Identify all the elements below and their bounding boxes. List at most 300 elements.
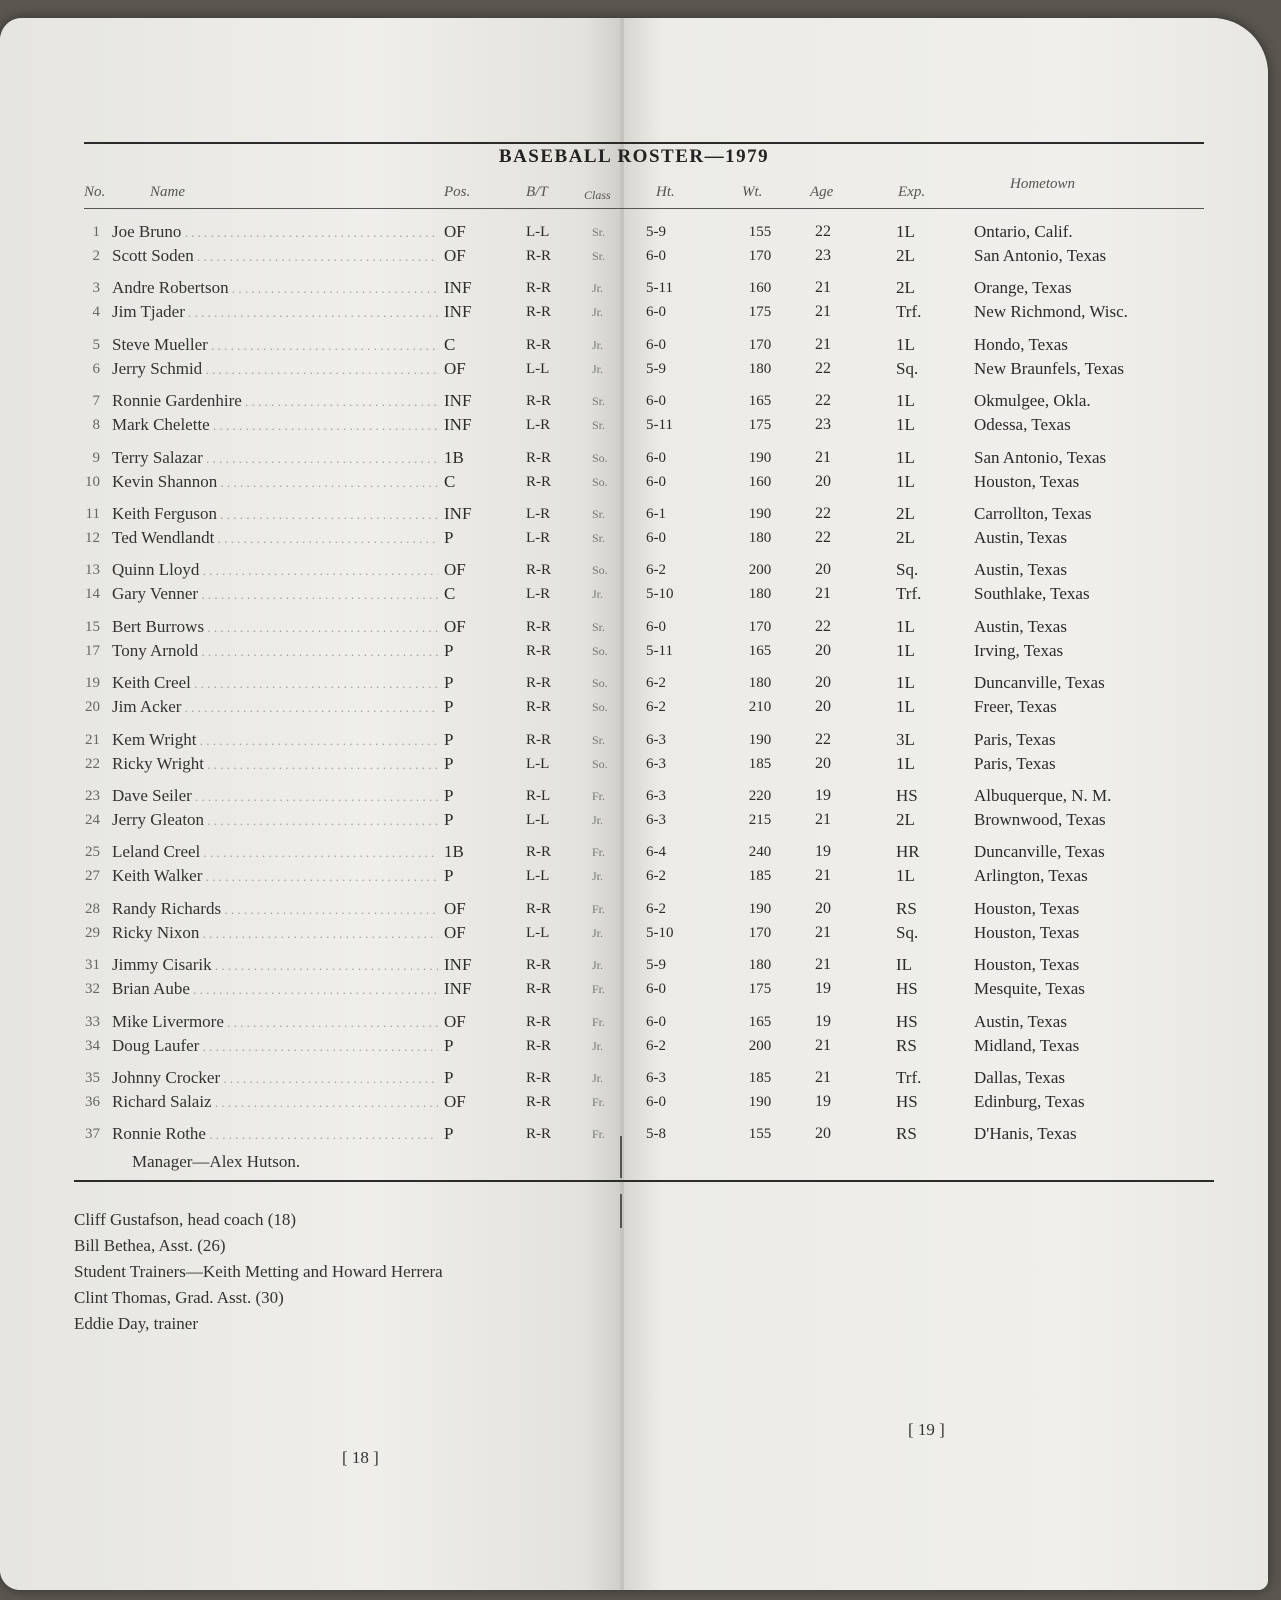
cell-name: Richard Salaiz . . . xyxy=(112,1090,438,1115)
cell-class: Fr. xyxy=(592,1127,606,1141)
cell-class: Jr. xyxy=(592,813,604,827)
cell-hometown: Edinburg, Texas xyxy=(974,1092,1085,1111)
cell-hometown: Arlington, Texas xyxy=(974,866,1088,885)
cell-ht: 6-3 xyxy=(646,1070,666,1086)
cell-hometown: San Antonio, Texas xyxy=(974,448,1107,467)
cell-age: 21 xyxy=(815,279,831,296)
table-row xyxy=(0,977,1268,1001)
cell-pos: OF xyxy=(444,359,466,378)
cell-wt: 170 xyxy=(748,337,772,353)
cell-class: Sr. xyxy=(592,733,606,747)
table-row xyxy=(0,728,1268,752)
cell-no: 35 xyxy=(85,1070,100,1086)
cell-wt: 170 xyxy=(748,619,772,635)
cell-wt: 185 xyxy=(748,868,772,884)
cell-class: Fr. xyxy=(592,845,606,859)
cell-hometown: Freer, Texas xyxy=(974,697,1057,716)
cell-ht: 6-2 xyxy=(646,675,666,691)
cell-age: 19 xyxy=(815,1093,831,1110)
cell-name: Brian Aube . . . xyxy=(112,977,438,1002)
cell-bt: L-L xyxy=(526,224,550,240)
cell-age: 20 xyxy=(815,674,831,691)
cell-no: 11 xyxy=(85,506,100,522)
cell-wt: 190 xyxy=(748,732,772,748)
cell-name: Ted Wendlandt . . . xyxy=(112,526,438,551)
cell-hometown: Austin, Texas xyxy=(974,1012,1067,1031)
table-row xyxy=(0,808,1268,832)
cell-pos: INF xyxy=(444,504,472,523)
cell-ht: 5-9 xyxy=(646,224,666,240)
cell-no: 7 xyxy=(92,393,100,409)
cell-class: Fr. xyxy=(592,1095,606,1109)
cell-pos: OF xyxy=(444,1012,466,1031)
cell-ht: 6-4 xyxy=(646,844,666,860)
cell-age: 21 xyxy=(815,336,831,353)
cell-ht: 6-3 xyxy=(646,812,666,828)
cell-age: 21 xyxy=(815,585,831,602)
cell-pos: OF xyxy=(444,246,466,265)
cell-exp: HS xyxy=(896,1092,918,1111)
table-row xyxy=(0,921,1268,945)
cell-exp: 1L xyxy=(896,222,915,241)
cell-hometown: Houston, Texas xyxy=(974,955,1080,974)
cell-pos: INF xyxy=(444,302,472,321)
cell-hometown: Austin, Texas xyxy=(974,617,1067,636)
cell-class: So. xyxy=(592,475,608,489)
cell-class: Sr. xyxy=(592,531,606,545)
cell-exp: 3L xyxy=(896,730,915,749)
cell-pos: INF xyxy=(444,415,472,434)
cell-no: 13 xyxy=(85,562,100,578)
cell-exp: 1L xyxy=(896,673,915,692)
cell-name: Ricky Nixon . . . xyxy=(112,921,438,946)
cell-name: Tony Arnold . . . xyxy=(112,639,438,664)
cell-hometown: Hondo, Texas xyxy=(974,335,1068,354)
cell-class: Jr. xyxy=(592,362,604,376)
roster-title: BASEBALL ROSTER—1979 xyxy=(498,146,770,167)
cell-hometown: Paris, Texas xyxy=(974,754,1056,773)
cell-bt: L-R xyxy=(526,417,551,433)
cell-no: 28 xyxy=(85,901,100,917)
cell-name: Andre Robertson . . . xyxy=(112,276,438,301)
cell-no: 33 xyxy=(85,1014,100,1030)
cell-bt: R-R xyxy=(526,248,552,264)
cell-wt: 180 xyxy=(748,675,772,691)
cell-bt: L-R xyxy=(526,506,551,522)
header-no: No. xyxy=(84,184,106,200)
cell-ht: 6-2 xyxy=(646,699,666,715)
cell-name: Randy Richards . . . xyxy=(112,897,438,922)
cell-wt: 170 xyxy=(748,248,772,264)
cell-no: 1 xyxy=(92,224,100,240)
cell-exp: 1L xyxy=(896,697,915,716)
cell-no: 24 xyxy=(85,812,100,828)
cell-exp: 1L xyxy=(896,617,915,636)
cell-wt: 155 xyxy=(748,224,772,240)
cell-no: 6 xyxy=(92,361,100,377)
cell-bt: R-R xyxy=(526,474,552,490)
cell-age: 21 xyxy=(815,867,831,884)
cell-pos: P xyxy=(444,754,454,773)
cell-class: Fr. xyxy=(592,982,606,996)
cell-class: Jr. xyxy=(592,869,604,883)
cell-hometown: New Braunfels, Texas xyxy=(974,359,1125,378)
cell-class: Sr. xyxy=(592,249,606,263)
cell-name: Keith Creel . . . xyxy=(112,671,438,696)
cell-hometown: Houston, Texas xyxy=(974,472,1080,491)
cell-age: 22 xyxy=(815,618,831,635)
cell-age: 21 xyxy=(815,924,831,941)
cell-name: Keith Walker . . . xyxy=(112,864,438,889)
table-row xyxy=(0,300,1268,324)
cell-exp: 2L xyxy=(896,278,915,297)
cell-wt: 180 xyxy=(748,361,772,377)
cell-hometown: Okmulgee, Okla. xyxy=(974,391,1091,410)
cell-name: Steve Mueller . . . xyxy=(112,333,438,358)
cell-exp: 1L xyxy=(896,866,915,885)
cell-bt: R-R xyxy=(526,732,552,748)
cell-age: 20 xyxy=(815,473,831,490)
cell-wt: 170 xyxy=(748,925,772,941)
cell-ht: 6-0 xyxy=(646,450,666,466)
cell-pos: OF xyxy=(444,560,466,579)
cell-ht: 6-2 xyxy=(646,1038,666,1054)
cell-class: So. xyxy=(592,700,608,714)
cell-wt: 215 xyxy=(748,812,772,828)
cell-wt: 200 xyxy=(748,1038,772,1054)
cell-bt: R-R xyxy=(526,337,552,353)
cell-class: Jr. xyxy=(592,305,604,319)
cell-bt: R-R xyxy=(526,619,552,635)
cell-pos: OF xyxy=(444,923,466,942)
cell-ht: 6-3 xyxy=(646,756,666,772)
cell-wt: 190 xyxy=(748,450,772,466)
cell-no: 4 xyxy=(92,304,100,320)
cell-no: 32 xyxy=(85,981,100,997)
cell-pos: OF xyxy=(444,617,466,636)
roster-booklet xyxy=(0,18,1268,1590)
cell-hometown: Paris, Texas xyxy=(974,730,1056,749)
cell-hometown: Southlake, Texas xyxy=(974,584,1090,603)
cell-wt: 165 xyxy=(748,1014,772,1030)
cell-hometown: Irving, Texas xyxy=(974,641,1064,660)
table-row xyxy=(0,413,1268,437)
cell-wt: 190 xyxy=(748,506,772,522)
cell-exp: 1L xyxy=(896,335,915,354)
cell-hometown: Houston, Texas xyxy=(974,899,1080,918)
cell-no: 27 xyxy=(85,868,100,884)
cell-ht: 6-1 xyxy=(646,506,666,522)
cell-bt: R-R xyxy=(526,280,552,296)
cell-exp: HS xyxy=(896,979,918,998)
cell-age: 19 xyxy=(815,1013,831,1030)
cell-age: 21 xyxy=(815,1037,831,1054)
cell-class: So. xyxy=(592,644,608,658)
cell-age: 21 xyxy=(815,449,831,466)
cell-ht: 6-0 xyxy=(646,1094,666,1110)
table-row xyxy=(0,953,1268,977)
cell-age: 22 xyxy=(815,392,831,409)
cell-wt: 175 xyxy=(748,304,772,320)
cell-ht: 5-11 xyxy=(646,643,673,659)
cell-hometown: Odessa, Texas xyxy=(974,415,1071,434)
cell-exp: RS xyxy=(896,1036,917,1055)
cell-age: 20 xyxy=(815,900,831,917)
cell-pos: P xyxy=(444,641,454,660)
cell-exp: 2L xyxy=(896,528,915,547)
cell-no: 15 xyxy=(85,619,100,635)
cell-pos: P xyxy=(444,528,454,547)
cell-no: 29 xyxy=(85,925,100,941)
header-class: Class xyxy=(584,188,611,202)
cell-age: 20 xyxy=(815,755,831,772)
cell-class: Jr. xyxy=(592,587,604,601)
cell-name: Keith Ferguson . . . xyxy=(112,502,438,527)
cell-hometown: Duncanville, Texas xyxy=(974,673,1105,692)
cell-pos: P xyxy=(444,1124,454,1143)
cell-pos: C xyxy=(444,584,456,603)
cell-pos: P xyxy=(444,866,454,885)
cell-no: 14 xyxy=(85,586,100,602)
cell-no: 21 xyxy=(85,732,100,748)
cell-hometown: Dallas, Texas xyxy=(974,1068,1066,1087)
header-ht: Ht. xyxy=(656,184,675,200)
cell-pos: C xyxy=(444,335,456,354)
cell-pos: C xyxy=(444,472,456,491)
cell-no: 10 xyxy=(85,474,100,490)
cell-hometown: Ontario, Calif. xyxy=(974,222,1073,241)
cell-ht: 6-2 xyxy=(646,562,666,578)
cell-no: 2 xyxy=(92,248,100,264)
cell-hometown: Houston, Texas xyxy=(974,923,1080,942)
cell-wt: 175 xyxy=(748,417,772,433)
cell-bt: L-L xyxy=(526,812,550,828)
cell-age: 21 xyxy=(815,956,831,973)
cell-class: Sr. xyxy=(592,507,606,521)
cell-bt: R-R xyxy=(526,957,552,973)
cell-ht: 6-0 xyxy=(646,474,666,490)
cell-ht: 6-2 xyxy=(646,868,666,884)
cell-wt: 185 xyxy=(748,1070,772,1086)
cell-class: So. xyxy=(592,563,608,577)
table-row xyxy=(0,671,1268,695)
cell-wt: 165 xyxy=(748,393,772,409)
cell-hometown: San Antonio, Texas xyxy=(974,246,1107,265)
table-row xyxy=(0,784,1268,808)
table-row xyxy=(0,1066,1268,1090)
table-row xyxy=(0,615,1268,639)
table-row xyxy=(0,276,1268,300)
cell-exp: HS xyxy=(896,1012,918,1031)
table-row xyxy=(0,389,1268,413)
table-row xyxy=(0,639,1268,663)
cell-no: 9 xyxy=(92,450,100,466)
table-row xyxy=(0,582,1268,606)
cell-no: 19 xyxy=(85,675,100,691)
cell-exp: HR xyxy=(896,842,920,861)
cell-name: Jerry Gleaton . . . xyxy=(112,808,438,833)
cell-exp: 1L xyxy=(896,754,915,773)
cell-hometown: D'Hanis, Texas xyxy=(974,1124,1077,1143)
cell-exp: IL xyxy=(896,955,913,974)
manager-line: Manager—Alex Hutson. xyxy=(132,1152,301,1171)
table-row xyxy=(0,1090,1268,1114)
cell-class: Jr. xyxy=(592,281,604,295)
cell-wt: 180 xyxy=(748,530,772,546)
page-number-right: [ 19 ] xyxy=(908,1420,945,1439)
table-row xyxy=(0,1010,1268,1034)
cell-pos: OF xyxy=(444,222,466,241)
cell-ht: 6-0 xyxy=(646,619,666,635)
cell-ht: 6-3 xyxy=(646,732,666,748)
cell-hometown: Midland, Texas xyxy=(974,1036,1080,1055)
cell-ht: 5-10 xyxy=(646,925,674,941)
cell-wt: 160 xyxy=(748,280,772,296)
cell-age: 20 xyxy=(815,698,831,715)
cell-ht: 5-8 xyxy=(646,1126,666,1142)
header-age: Age xyxy=(810,184,834,200)
cell-class: Sr. xyxy=(592,225,606,239)
cell-ht: 6-0 xyxy=(646,1014,666,1030)
cell-no: 36 xyxy=(85,1094,100,1110)
cell-bt: R-R xyxy=(526,450,552,466)
cell-name: Leland Creel . . . xyxy=(112,840,438,865)
cell-ht: 5-11 xyxy=(646,280,673,296)
cell-name: Mark Chelette . . . xyxy=(112,413,438,438)
cell-wt: 240 xyxy=(748,844,772,860)
cell-pos: 1B xyxy=(444,448,464,467)
cell-class: So. xyxy=(592,757,608,771)
staple-bottom xyxy=(620,1194,622,1228)
cell-no: 3 xyxy=(92,280,100,296)
cell-exp: HS xyxy=(896,786,918,805)
cell-age: 19 xyxy=(815,980,831,997)
cell-name: Jim Tjader . . . xyxy=(112,300,438,325)
cell-age: 19 xyxy=(815,843,831,860)
cell-age: 22 xyxy=(815,360,831,377)
cell-no: 20 xyxy=(85,699,100,715)
cell-no: 22 xyxy=(85,756,100,772)
cell-name: Ricky Wright . . . xyxy=(112,752,438,777)
cell-bt: R-R xyxy=(526,981,552,997)
cell-exp: Trf. xyxy=(896,302,922,321)
staff-line: Student Trainers—Keith Metting and Howard Herrera xyxy=(74,1262,443,1281)
cell-no: 17 xyxy=(85,643,100,659)
cell-pos: P xyxy=(444,810,454,829)
cell-ht: 5-10 xyxy=(646,586,674,602)
cell-class: Jr. xyxy=(592,926,604,940)
header-hometown: Hometown xyxy=(1010,176,1075,192)
cell-class: Sr. xyxy=(592,620,606,634)
cell-name: Joe Bruno . . . xyxy=(112,220,438,245)
cell-no: 12 xyxy=(85,530,100,546)
cell-ht: 6-0 xyxy=(646,248,666,264)
staff-line: Eddie Day, trainer xyxy=(74,1314,198,1333)
cell-no: 34 xyxy=(85,1038,100,1054)
cell-bt: R-R xyxy=(526,393,552,409)
cell-wt: 160 xyxy=(748,474,772,490)
cell-exp: Sq. xyxy=(896,359,919,378)
cell-class: Fr. xyxy=(592,1015,606,1029)
cell-pos: P xyxy=(444,697,454,716)
table-row xyxy=(0,526,1268,550)
cell-pos: P xyxy=(444,730,454,749)
cell-bt: L-R xyxy=(526,530,551,546)
cell-bt: R-R xyxy=(526,1014,552,1030)
cell-age: 23 xyxy=(815,416,831,433)
cell-age: 20 xyxy=(815,561,831,578)
cell-hometown: New Richmond, Wisc. xyxy=(974,302,1128,321)
staff-line: Clint Thomas, Grad. Asst. (30) xyxy=(74,1288,284,1307)
table-row xyxy=(0,446,1268,470)
cell-bt: R-R xyxy=(526,675,552,691)
cell-pos: P xyxy=(444,673,454,692)
cell-class: So. xyxy=(592,451,608,465)
cell-wt: 155 xyxy=(748,1126,772,1142)
cell-ht: 6-0 xyxy=(646,393,666,409)
cell-exp: 1L xyxy=(896,448,915,467)
table-row xyxy=(0,470,1268,494)
cell-wt: 200 xyxy=(748,562,772,578)
cell-hometown: Austin, Texas xyxy=(974,528,1067,547)
cell-bt: R-R xyxy=(526,844,552,860)
cell-hometown: Austin, Texas xyxy=(974,560,1067,579)
header-exp: Exp. xyxy=(898,184,926,200)
cell-pos: INF xyxy=(444,278,472,297)
cell-age: 21 xyxy=(815,303,831,320)
cell-pos: OF xyxy=(444,899,466,918)
cell-name: Bert Burrows . . . xyxy=(112,615,438,640)
cell-class: Jr. xyxy=(592,338,604,352)
cell-age: 20 xyxy=(815,1125,831,1142)
cell-no: 31 xyxy=(85,957,100,973)
cell-name: Dave Seiler . . . xyxy=(112,784,438,809)
cell-bt: R-R xyxy=(526,1094,552,1110)
cell-class: Jr. xyxy=(592,958,604,972)
cell-age: 20 xyxy=(815,642,831,659)
top-rule xyxy=(84,142,1204,144)
cell-hometown: Carrollton, Texas xyxy=(974,504,1092,523)
cell-wt: 190 xyxy=(748,1094,772,1110)
cell-name: Kevin Shannon . . . xyxy=(112,470,438,495)
cell-exp: 1L xyxy=(896,391,915,410)
cell-ht: 6-0 xyxy=(646,530,666,546)
cell-class: Jr. xyxy=(592,1071,604,1085)
cell-class: So. xyxy=(592,676,608,690)
cell-no: 8 xyxy=(92,417,100,433)
cell-pos: P xyxy=(444,1036,454,1055)
table-row xyxy=(0,244,1268,268)
cell-bt: R-R xyxy=(526,562,552,578)
cell-ht: 5-9 xyxy=(646,957,666,973)
cell-wt: 190 xyxy=(748,901,772,917)
cell-age: 22 xyxy=(815,529,831,546)
cell-hometown: Orange, Texas xyxy=(974,278,1072,297)
table-row xyxy=(0,357,1268,381)
header-wt: Wt. xyxy=(742,184,763,200)
cell-age: 23 xyxy=(815,247,831,264)
table-row xyxy=(0,695,1268,719)
cell-hometown: Albuquerque, N. M. xyxy=(974,786,1112,805)
cell-name: Scott Soden . . . xyxy=(112,244,438,269)
cell-exp: 2L xyxy=(896,504,915,523)
cell-bt: L-L xyxy=(526,868,550,884)
cell-bt: R-R xyxy=(526,1070,552,1086)
table-row xyxy=(0,333,1268,357)
cell-wt: 165 xyxy=(748,643,772,659)
cell-exp: 1L xyxy=(896,472,915,491)
cell-class: Fr. xyxy=(592,789,606,803)
